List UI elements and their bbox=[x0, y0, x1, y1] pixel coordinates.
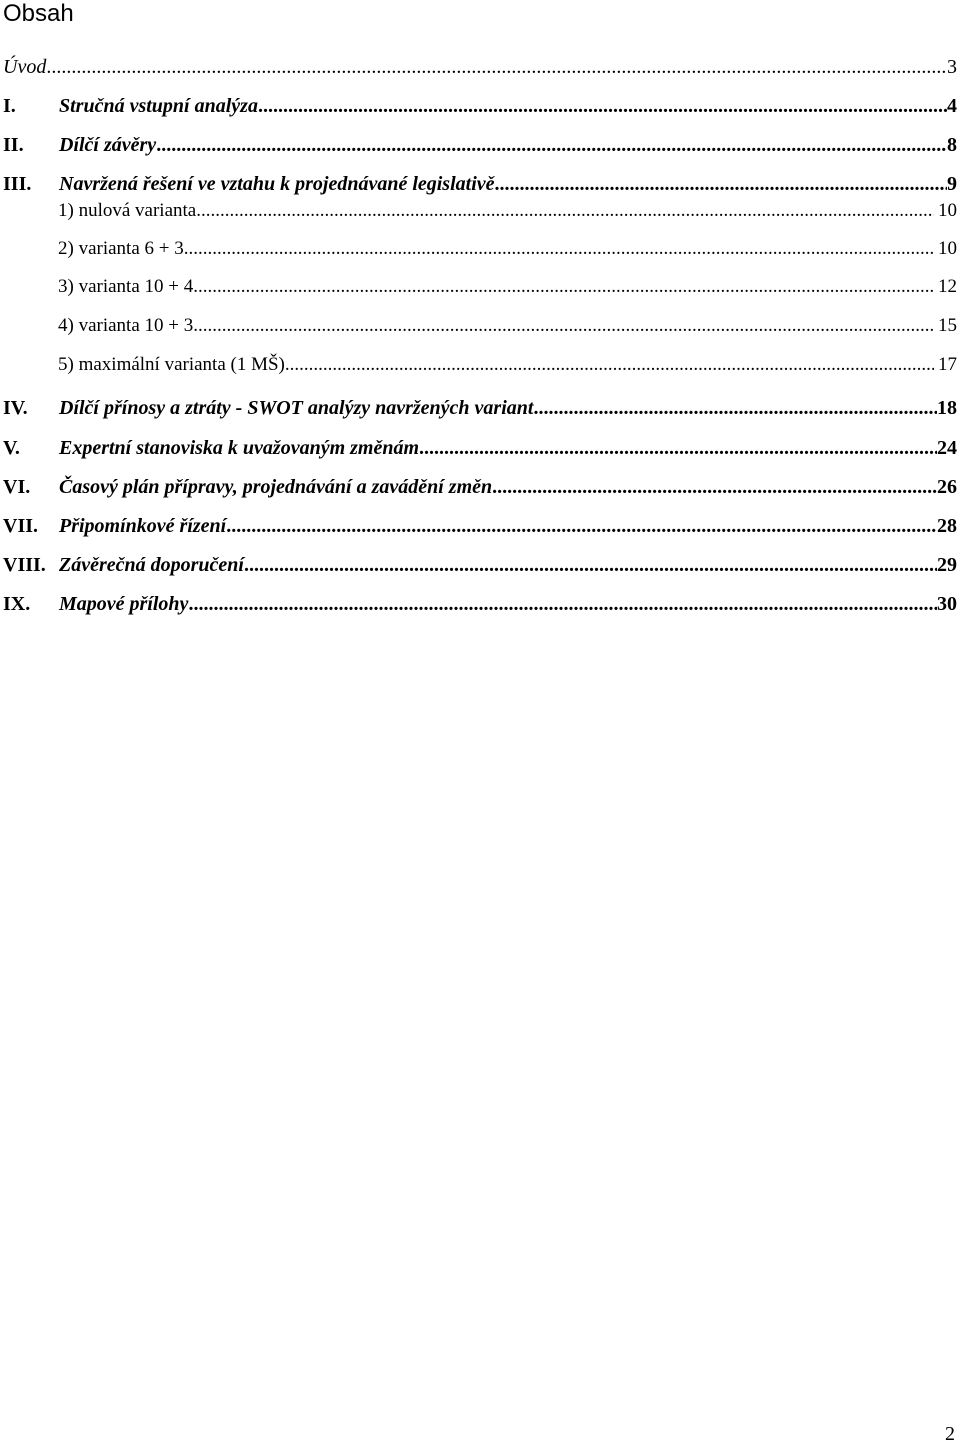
toc-entry-title: Připomínkové řízení bbox=[59, 515, 227, 537]
toc-dot-leader bbox=[226, 512, 937, 540]
toc-entry-number: VI. bbox=[3, 476, 31, 498]
toc-dot-leader bbox=[196, 197, 934, 225]
toc-dot-leader bbox=[492, 473, 937, 501]
toc-entry-title: Dílčí závěry bbox=[59, 134, 157, 156]
toc-entry-title: Závěrečná doporučení bbox=[59, 554, 244, 576]
toc-entry-page: 28 bbox=[937, 515, 957, 537]
toc-entry-number: IV. bbox=[3, 397, 28, 419]
toc-entry-title: 4) varianta 10 + 3 bbox=[58, 315, 194, 336]
toc-dot-leader bbox=[156, 131, 947, 159]
toc-subentry-3[interactable] bbox=[58, 273, 957, 301]
toc-entry-3[interactable] bbox=[3, 170, 957, 198]
toc-entry-title: Časový plán přípravy, projednávání a zavádění změn bbox=[59, 476, 493, 498]
toc-entry-page: 8 bbox=[947, 134, 957, 156]
toc-entry-2[interactable] bbox=[3, 131, 957, 159]
toc-entry-page: 12 bbox=[938, 276, 957, 297]
toc-entry-number: VII. bbox=[3, 515, 39, 537]
toc-entry-6[interactable] bbox=[3, 473, 957, 501]
toc-entry-title: Expertní stanoviska k uvažovaným změnám bbox=[59, 437, 420, 459]
toc-subentry-4[interactable] bbox=[58, 312, 957, 340]
toc-entry-title: Stručná vstupní analýza bbox=[59, 95, 258, 117]
toc-entry-uvod[interactable] bbox=[3, 53, 957, 81]
toc-entry-page: 29 bbox=[937, 554, 957, 576]
toc-entry-page: 30 bbox=[937, 593, 957, 615]
toc-entry-title: Mapové přílohy bbox=[59, 593, 189, 615]
toc-entry-page: 3 bbox=[947, 56, 957, 78]
toc-entry-title: 1) nulová varianta bbox=[58, 200, 197, 221]
toc-dot-leader bbox=[495, 170, 947, 198]
toc-subentry-1[interactable] bbox=[58, 197, 957, 225]
toc-subentry-2[interactable] bbox=[58, 235, 957, 263]
toc-entry-title: Navržená řešení ve vztahu k projednávané legislativě bbox=[59, 173, 495, 195]
toc-entry-7[interactable] bbox=[3, 512, 957, 540]
toc-dot-leader bbox=[419, 434, 937, 462]
toc-entry-page: 18 bbox=[937, 397, 957, 419]
page-title: Obsah bbox=[3, 0, 74, 27]
table-of-contents bbox=[0, 0, 960, 640]
toc-entry-4[interactable] bbox=[3, 394, 957, 422]
toc-entry-page: 4 bbox=[947, 95, 957, 117]
toc-entry-title: 5) maximální varianta (1 MŠ) bbox=[58, 354, 285, 375]
toc-entry-page: 10 bbox=[938, 200, 957, 221]
toc-dot-leader bbox=[244, 551, 937, 579]
toc-entry-9[interactable] bbox=[3, 590, 957, 618]
toc-dot-leader bbox=[188, 590, 937, 618]
toc-entry-page: 15 bbox=[938, 315, 957, 336]
toc-dot-leader bbox=[184, 235, 934, 263]
toc-entry-title: Úvod bbox=[3, 56, 47, 78]
toc-entry-5[interactable] bbox=[3, 434, 957, 462]
toc-entry-number: IX. bbox=[3, 593, 31, 615]
toc-entry-title: 2) varianta 6 + 3 bbox=[58, 238, 184, 259]
toc-entry-title: Dílčí přínosy a ztráty - SWOT analýzy navržených variant bbox=[59, 397, 534, 419]
toc-entry-page: 26 bbox=[937, 476, 957, 498]
toc-entry-page: 9 bbox=[947, 173, 957, 195]
toc-entry-number: II. bbox=[3, 134, 24, 156]
toc-dot-leader bbox=[533, 394, 937, 422]
toc-dot-leader bbox=[46, 53, 947, 81]
toc-entry-number: VIII. bbox=[3, 554, 46, 576]
toc-dot-leader bbox=[193, 312, 934, 340]
toc-entry-title: 3) varianta 10 + 4 bbox=[58, 276, 194, 297]
toc-dot-leader bbox=[258, 92, 947, 120]
toc-entry-number: V. bbox=[3, 437, 20, 459]
toc-subentry-5[interactable] bbox=[58, 351, 957, 379]
toc-entry-page: 10 bbox=[938, 238, 957, 259]
toc-entry-1[interactable] bbox=[3, 92, 957, 120]
toc-entry-page: 24 bbox=[937, 437, 957, 459]
toc-entry-page: 17 bbox=[938, 354, 957, 375]
page-number: 2 bbox=[945, 1423, 955, 1445]
toc-dot-leader bbox=[193, 273, 934, 301]
toc-entry-8[interactable] bbox=[3, 551, 957, 579]
toc-entry-number: III. bbox=[3, 173, 32, 195]
toc-dot-leader bbox=[285, 351, 934, 379]
toc-entry-number: I. bbox=[3, 95, 16, 117]
